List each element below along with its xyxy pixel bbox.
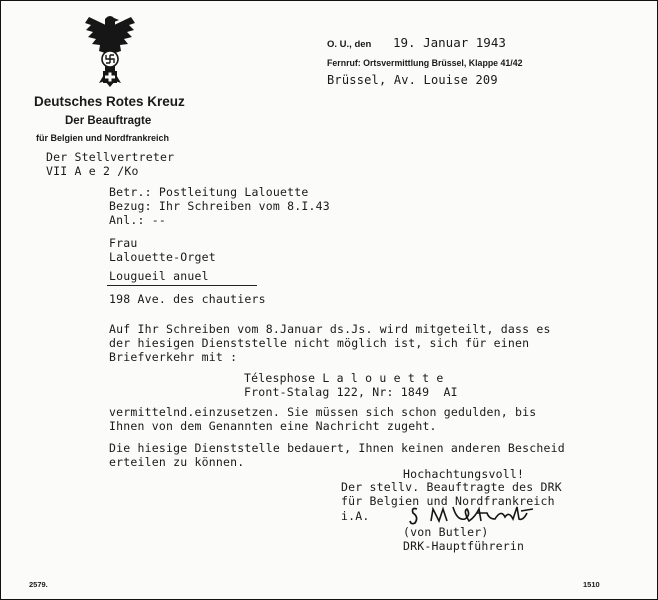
closing-ia: i.A.: [341, 509, 370, 523]
body-p1-line2: der hiesigen Dienststelle nicht möglich ist, sich für einen: [109, 336, 530, 350]
subject-bezug: Bezug: Ihr Schreiben vom 8.I.43: [109, 199, 330, 213]
closing-line-1: Der stellv. Beauftragte des DRK: [341, 480, 562, 494]
reference-line-1: Der Stellvertreter: [46, 150, 175, 164]
office-region: für Belgien und Nordfrankreich: [36, 133, 170, 143]
place-label: O. U., den: [327, 39, 372, 50]
subject-anl: Anl.: --: [109, 213, 166, 227]
phone-line: Fernruf: Ortsvermittlung Brüssel, Klappe 41/42: [327, 58, 523, 68]
body-p2-line1: vermittelnd.einzusetzen. Sie müssen sich schon gedulden, bis: [109, 405, 537, 419]
recipient-salutation: Frau: [109, 236, 138, 250]
body-p2-line2: Ihnen von dem Genannten eine Nachricht zugeht.: [109, 419, 437, 433]
recipient-name: Lalouette-Orget: [109, 250, 216, 264]
recipient-city: Lougueil anuel: [109, 269, 209, 283]
sender-address: Brüssel, Av. Louise 209: [327, 73, 498, 87]
body-p1-line1: Auf Ihr Schreiben vom 8.Januar ds.Js. wird mitgeteilt, dass es: [109, 322, 551, 336]
recipient-street: 198 Ave. des chautiers: [109, 292, 266, 306]
reference-line-2: VII A e 2 /Ko: [46, 164, 139, 178]
archive-code-right: 1510: [583, 580, 600, 589]
eagle-emblem-icon: [83, 13, 137, 91]
closing-greeting: Hochachtungsvoll!: [403, 467, 525, 481]
signatory-name: (von Butler): [403, 525, 489, 539]
city-underline: [107, 285, 257, 286]
signatory-title: DRK-Hauptführerin: [403, 539, 525, 553]
org-name: Deutsches Rotes Kreuz: [34, 94, 185, 109]
body-p3-line2: erteilen zu können.: [109, 455, 245, 469]
pow-name: Télesphose L a l o u e t t e: [244, 371, 444, 385]
body-p1-line3: Briefverkehr mit :: [109, 350, 238, 364]
pow-camp: Front-Stalag 122, Nr: 1849 AI: [244, 385, 458, 399]
letter-date: 19. Januar 1943: [393, 35, 506, 50]
archive-code-left: 2579.: [29, 580, 48, 589]
body-p3-line1: Die hiesige Dienststelle bedauert, Ihnen keinen anderen Bescheid: [109, 441, 565, 455]
closing-line-2: für Belgien und Nordfrankreich: [341, 494, 555, 508]
office-title: Der Beauftragte: [65, 115, 152, 127]
subject-betr: Betr.: Postleitung Lalouette: [109, 185, 309, 199]
